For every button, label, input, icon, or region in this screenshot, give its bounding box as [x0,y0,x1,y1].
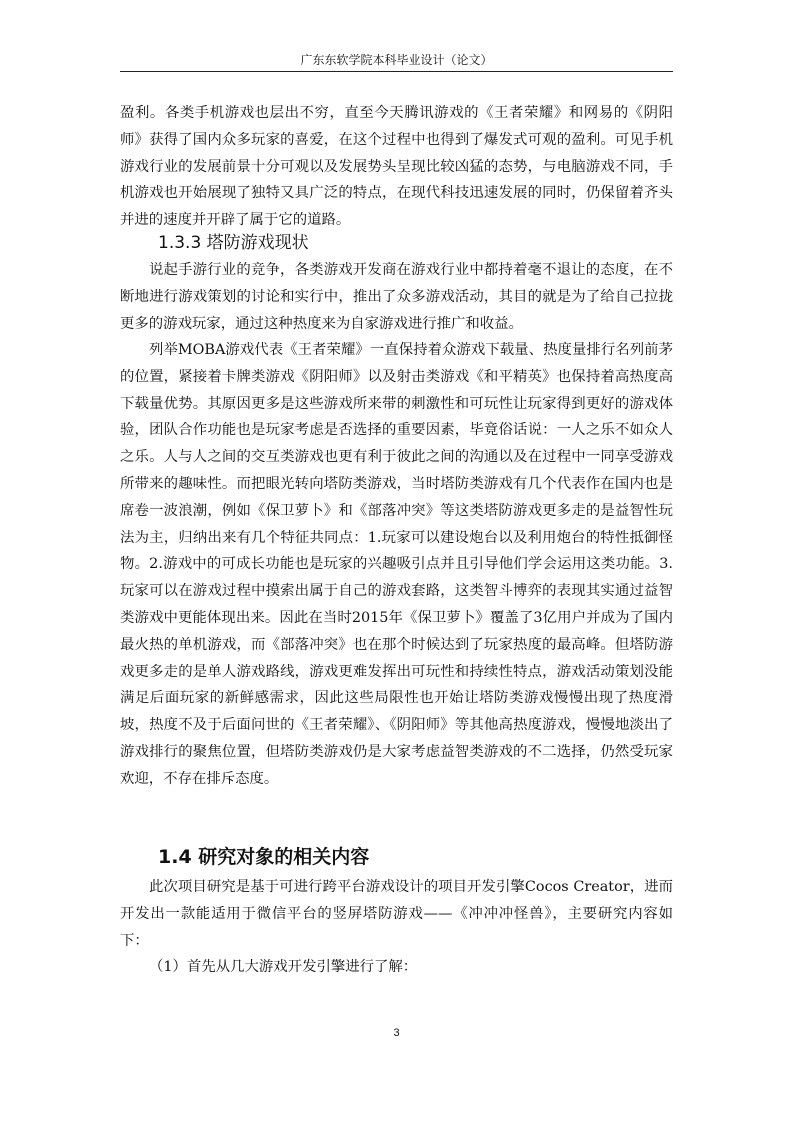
paragraph-competition: 说起手游行业的竞争，各类游戏开发商在游戏行业中都持着毫不退让的态度，在不断地进行游戏策划的讨论和实行中，推出了众多游戏活动，其目的就是为了给自己拉拢更多的游戏玩家，通过这种热度来为自家游戏进行推广和收益。 [120,262,673,332]
paragraph-research-intro: 此次项目研究是基于可进行跨平台游戏设计的项目开发引擎Cocos Creator，进而开发出一款能适用于微信平台的竖屏塔防游戏——《冲冲冲怪兽》，主要研究内容如下： [120,879,673,949]
section-heading-1-4: 1.4 研究对象的相关内容 [158,846,370,868]
page-number: 3 [393,1027,400,1039]
header-rule [120,71,673,72]
page-header: 广东东软学院本科毕业设计（论文） [300,53,493,67]
paragraph-profit: 盈利。各类手机游戏也层出不穷，直至今天腾讯游戏的《王者荣耀》和网易的《阴阳师》获得了国内众多玩家的喜爱，在这个过程中也得到了爆发式可观的盈利。可见手机游戏行业的发展前景十分可观以及发展势头呈现比较凶猛的态势，与电脑游戏不同，手机游戏也开始展现了独特又具广泛的特点，在现代科技迅速发展的同时，仍保留着齐头并进的速度并开辟了属于它的道路。 [120,105,673,229]
paragraph-tower-defense-status: 列举MOBA游戏代表《王者荣耀》一直保持着众游戏下载量、热度量排行名列前茅的位置，紧接着卡牌类游戏《阴阳师》以及射击类游戏《和平精英》也保持着高热度高下载量优势。其原因更多是这些游戏所来带的刺激性和可玩性让玩家得到更好的游戏体验，团队合作功能也是玩家考虑是否选择的重要因素，毕竟俗话说：一人之乐不如众人之乐。人与人之间的交互类游戏也更有利于彼此之间的沟通以及在过程中一同享受游戏所带来的趣味性。而把眼光转向塔防类游戏，当时塔防类游戏有几个代表作在国内也是席卷一波浪潮，例如《保卫萝卜》和《部落冲突》等这类塔防游戏更多走的是益智性玩法为主，归纳出来有几个特征共同点：1.玩家可以建设炮台以及利用炮台的特性抵御怪物。2.游戏中的可成长功能也是玩家的兴趣吸引点并且引导他们学会运用这类功能。3.玩家可以在游戏过程中摸索出属于自己的游戏套路，这类智斗博弈的表现其实通过益智类游戏中更能体现出来。因此在当时2015年《保卫萝卜》覆盖了3亿用户并成为了国内最火热的单机游戏，而《部落冲突》也在那个时候达到了玩家热度的最高峰。但塔防游戏更多走的是单人游戏路线，游戏更难发挥出可玩性和持续性特点，游戏活动策划没能满足后面玩家的新鲜感需求，因此这些局限性也开始让塔防类游戏慢慢出现了热度滑坡，热度不及于后面问世的《王者荣耀》、《阴阳师》等其他高热度游戏，慢慢地淡出了游戏排行的聚焦位置，但塔防类游戏仍是大家考虑益智类游戏的不二选择，仍然受玩家欢迎，不存在排斥态度。 [120,342,673,787]
section-heading-1-3-3: 1.3.3 塔防游戏现状 [158,233,309,253]
paragraph-list-item-1: （1）首先从几大游戏开发引擎进行了解： [149,959,418,975]
